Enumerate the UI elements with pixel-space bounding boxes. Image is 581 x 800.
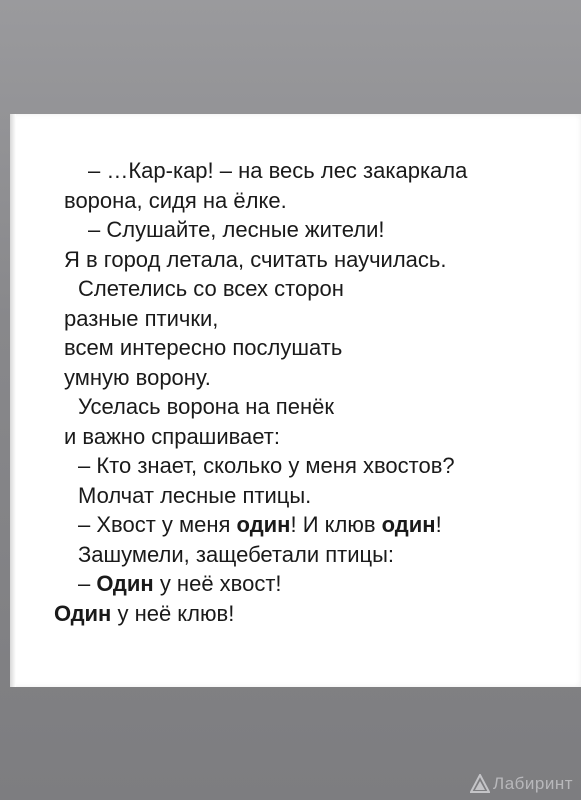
- story-line: [64, 156, 564, 186]
- story-text-part: разные птички,: [64, 305, 219, 331]
- bold-word: Один: [96, 571, 154, 596]
- story-line: [64, 510, 564, 540]
- story-line: [64, 215, 564, 245]
- bold-word: Один: [54, 600, 112, 626]
- story-line: [64, 569, 564, 599]
- story-line: [64, 186, 564, 216]
- story-text-part: ! И клюв: [290, 512, 382, 537]
- story-text-part: Слетелись со всех сторон: [78, 276, 344, 301]
- story-text-part: Я в город летала, считать научилась.: [64, 246, 447, 272]
- story-text-part: Уселась ворона на пенёк: [78, 394, 334, 419]
- story-line: [64, 422, 564, 452]
- story-line: [64, 392, 564, 422]
- story-text-part: – Слушайте, лесные жители!: [88, 217, 385, 242]
- bold-word: один: [236, 512, 291, 537]
- watermark-text: Лабиринт: [493, 774, 573, 793]
- story-line: [64, 451, 564, 481]
- story-text-part: Зашумели, защебетали птицы:: [78, 541, 395, 567]
- story-text: [54, 156, 564, 628]
- story-line: [64, 363, 564, 393]
- story-line: [64, 274, 564, 304]
- book-page: [10, 114, 581, 687]
- story-line: [64, 333, 564, 363]
- story-line: [64, 481, 564, 511]
- story-text-part: всем интересно послушать: [64, 335, 343, 360]
- story-text-part: и важно спрашивает:: [64, 423, 280, 449]
- story-text-part: у неё клюв!: [111, 600, 235, 626]
- story-text-part: – …Кар-кар! – на весь лес закаркала: [88, 158, 468, 183]
- story-line: [54, 599, 564, 629]
- story-text-part: !: [435, 512, 442, 537]
- story-text-part: у неё хвост!: [153, 571, 282, 596]
- story-text-part: умную ворону.: [64, 364, 211, 390]
- page-edge: [10, 114, 16, 687]
- story-text-part: –: [78, 571, 97, 596]
- bold-word: один: [381, 512, 436, 537]
- labyrinth-logo-icon: [470, 774, 490, 794]
- story-text-part: – Хвост у меня: [78, 512, 237, 537]
- story-text-part: Молчат лесные птицы.: [78, 482, 312, 508]
- watermark: [470, 774, 573, 794]
- story-line: [64, 245, 564, 275]
- story-text-part: – Кто знает, сколько у меня хвостов?: [78, 453, 455, 478]
- story-line: [64, 540, 564, 570]
- story-line: [64, 304, 564, 334]
- story-text-part: ворона, сидя на ёлке.: [64, 187, 287, 213]
